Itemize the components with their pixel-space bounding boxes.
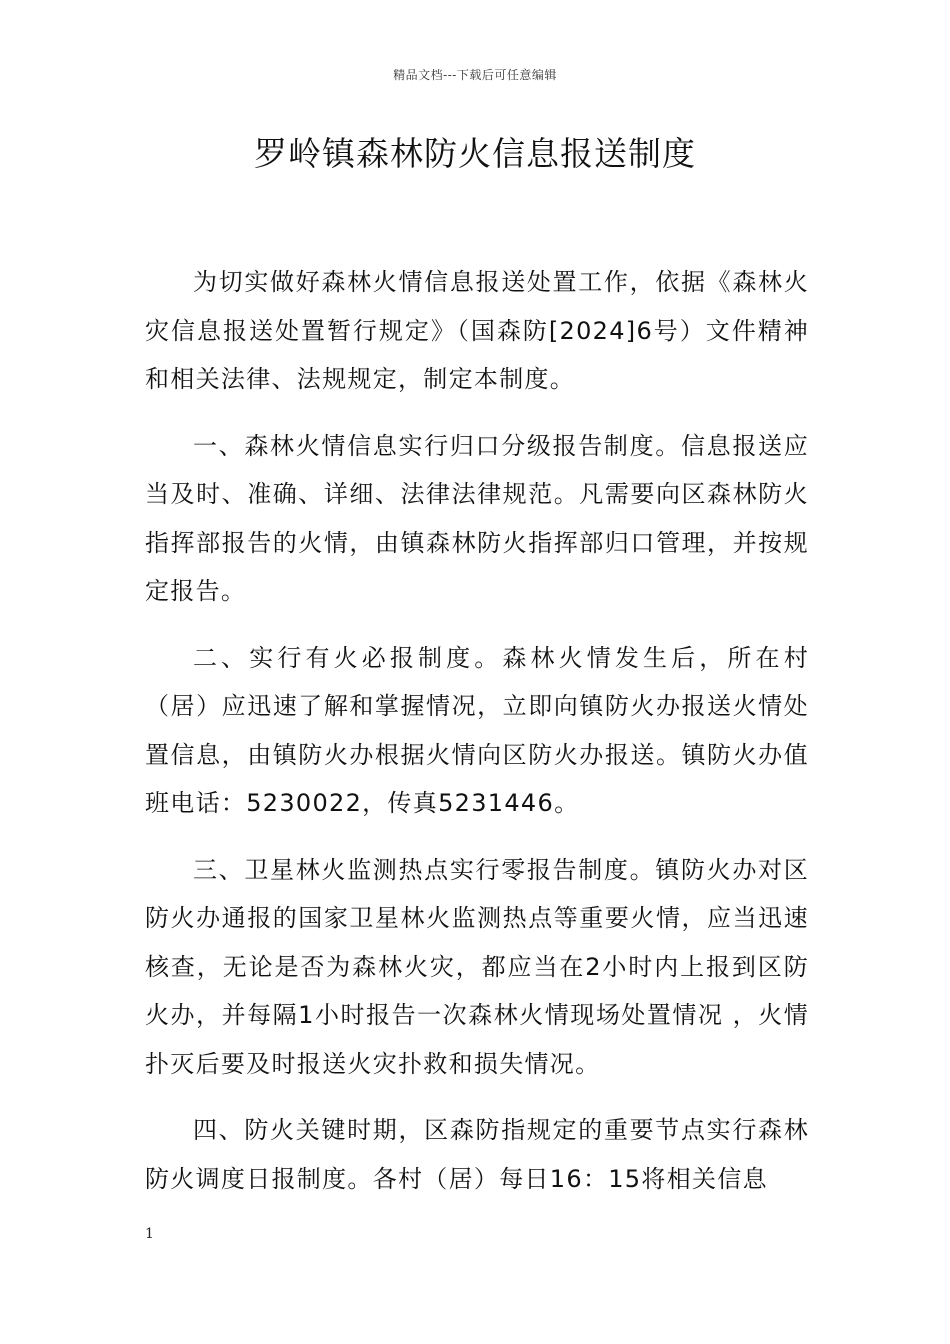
paragraph-item-4: 四、防火关键时期，区森防指规定的重要节点实行森林防火调度日报制度。各村（居）每日16：15将相关信息 xyxy=(145,1116,809,1193)
paragraph-item-2: 二、实行有火必报制度。森林火情发生后，所在村（居）应迅速了解和掌握情况，立即向镇防火办报送火情处置信息，由镇防火办根据火情向区防火办报送。镇防火办值班电话：5230022，传真5231446。 xyxy=(145,643,809,817)
header-note: 精品文档---下载后可任意编辑 xyxy=(393,68,557,82)
paragraph-item-3: 三、卫星林火监测热点实行零报告制度。镇防火办对区防火办通报的国家卫星林火监测热点等重要火情，应当迅速核查，无论是否为森林火灾，都应当在2小时内上报到区防火办，并每隔1小时报告一次森林火情现场处置情况 ，火情扑灭后要及时报送火灾扑救和损失情况。 xyxy=(145,855,809,1078)
paragraph-item-1: 一、森林火情信息实行归口分级报告制度。信息报送应当及时、准确、详细、法律法律规范。凡需要向区森林防火指挥部报告的火情，由镇森林防火指挥部归口管理，并按规定报告。 xyxy=(145,431,809,605)
page-number: 1 xyxy=(145,1226,154,1242)
paragraph-intro: 为切实做好森林火情信息报送处置工作，依据《森林火灾信息报送处置暂行规定》（国森防[2024]6号）文件精神和相关法律、法规规定，制定本制度。 xyxy=(145,268,809,393)
document-title: 罗岭镇森林防火信息报送制度 xyxy=(254,134,696,173)
document-body xyxy=(145,258,809,1221)
